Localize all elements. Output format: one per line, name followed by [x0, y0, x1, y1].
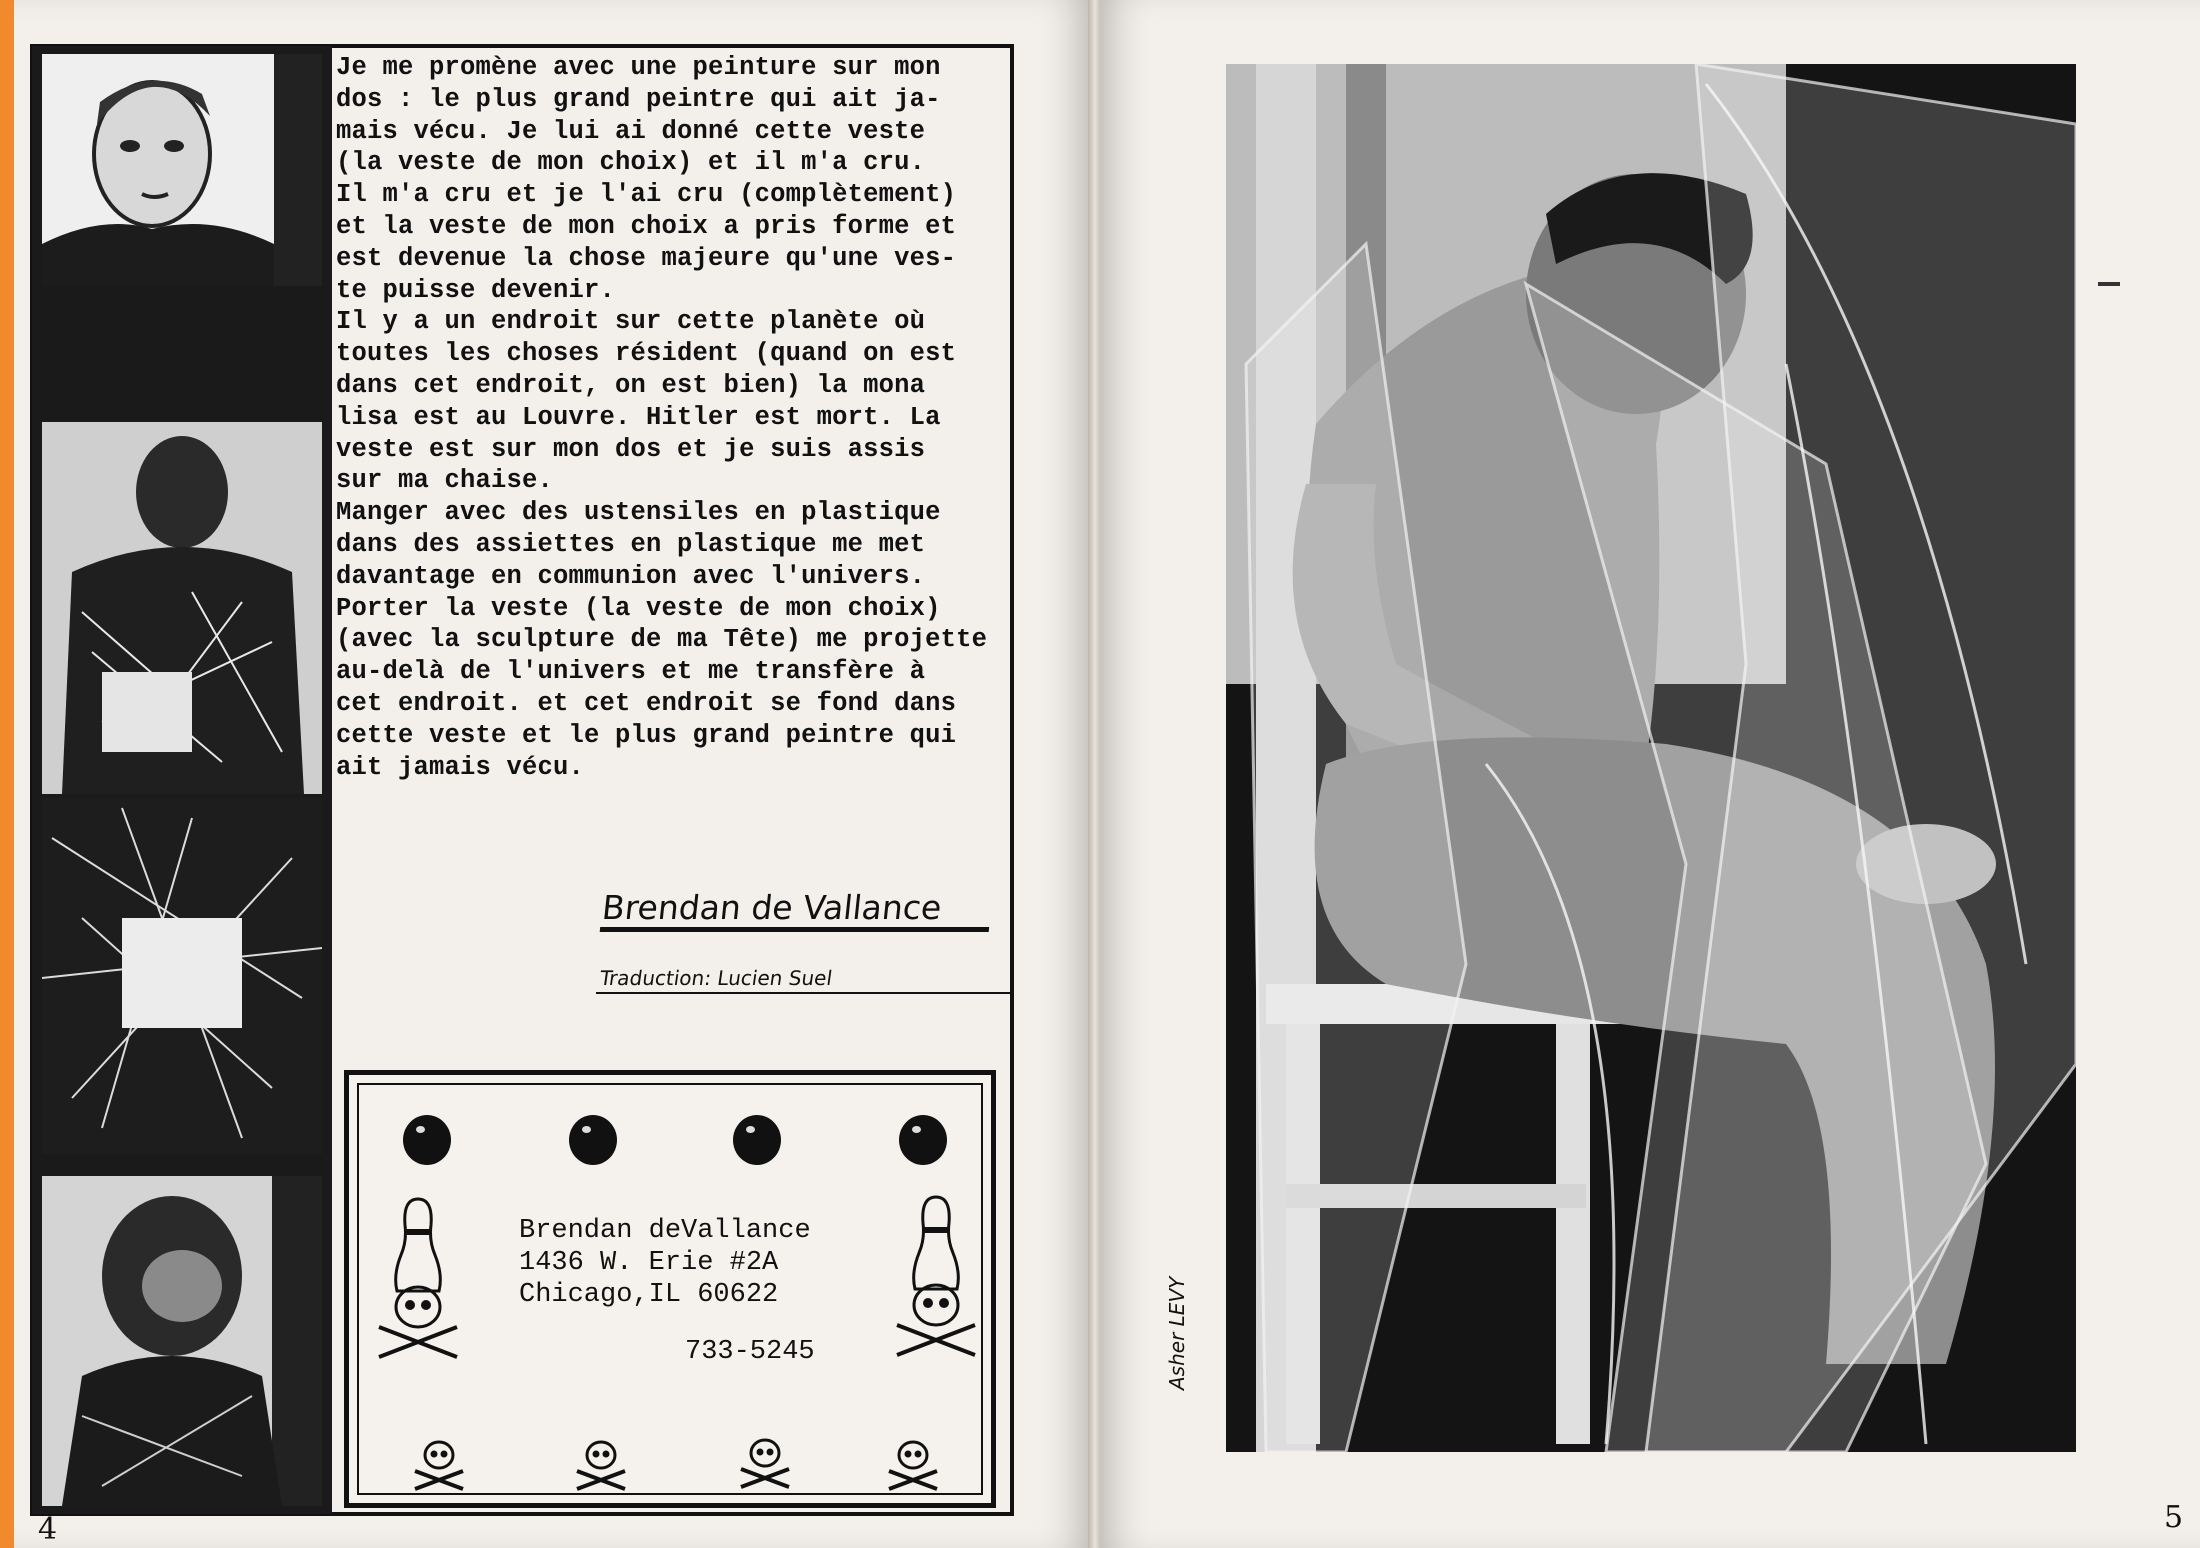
text-line: cette veste et le plus grand peintre qui [336, 720, 957, 750]
text-line: dans des assiettes en plastique me met [336, 529, 926, 559]
translation-credit: Traduction: Lucien Suel [598, 966, 834, 990]
seated-figure-photo [1226, 64, 2076, 1452]
film-frame-portrait [42, 54, 322, 286]
translation-underline [596, 992, 1010, 994]
card-inner-border [357, 1083, 983, 1495]
card-street: 1436 W. Erie #2A [519, 1248, 779, 1278]
text-line: davantage en communion avec l'univers. [336, 561, 926, 591]
card-address [519, 1215, 811, 1311]
text-line: et la veste de mon choix a pris forme et [336, 211, 957, 241]
text-line: lisa est au Louvre. Hitler est mort. La [336, 402, 941, 432]
text-line: Je me promène avec une peinture sur mon [336, 53, 941, 82]
card-city: Chicago,IL 60622 [519, 1280, 779, 1310]
skull-crossbones-icon [571, 1433, 631, 1493]
card-phone: 733-5245 [685, 1337, 815, 1367]
print-mark [2098, 282, 2120, 286]
text-line: veste est sur mon dos et je suis assis [336, 434, 926, 464]
photo-strip [32, 46, 332, 1514]
film-frame-back [42, 422, 322, 794]
photo-credit: Asher LEVY [1165, 1276, 1189, 1390]
skull-bowling-pin-icon [891, 1193, 981, 1363]
text-line: cet endroit. et cet endroit se fond dans [336, 688, 957, 718]
bowling-ball-icon [899, 1115, 947, 1165]
page-number-right: 5 [2164, 1500, 2184, 1535]
author-signature: Brendan de Vallance [600, 888, 994, 932]
text-line: te puisse devenir. [336, 275, 616, 305]
film-frame-sculpture [42, 1176, 322, 1506]
orange-page-edge [0, 0, 14, 1548]
skull-crossbones-icon [409, 1433, 469, 1493]
text-line: (la veste de mon choix) et il m'a cru. [336, 148, 926, 178]
poem-text [336, 52, 1006, 783]
page-number-left: 4 [38, 1512, 58, 1547]
card-name: Brendan deVallance [519, 1216, 811, 1246]
text-line: Il y a un endroit sur cette planète où [336, 307, 926, 337]
film-frame-jacket [42, 798, 322, 1154]
text-line: Manger avec des ustensiles en plastique [336, 498, 941, 528]
text-line: est devenue la chose majeure qu'une ves- [336, 243, 957, 273]
bowling-ball-icon [403, 1115, 451, 1165]
text-line: dos : le plus grand peintre qui ait ja- [336, 84, 941, 114]
text-line: (avec la sculpture de ma Tête) me projette [336, 625, 988, 655]
text-line: Porter la veste (la veste de mon choix) [336, 593, 941, 623]
text-line: Il m'a cru et je l'ai cru (complètement) [336, 180, 957, 210]
bowling-ball-icon [733, 1115, 781, 1165]
text-line: ait jamais vécu. [336, 752, 585, 782]
skull-crossbones-icon [735, 1431, 795, 1491]
business-card [344, 1070, 996, 1508]
text-line: sur ma chaise. [336, 466, 554, 496]
text-line: toutes les choses résident (quand on est [336, 339, 957, 369]
text-line: mais vécu. Je lui ai donné cette veste [336, 116, 926, 146]
skull-crossbones-icon [883, 1433, 943, 1493]
text-line: dans cet endroit, on est bien) la mona [336, 370, 926, 400]
bowling-ball-icon [569, 1115, 617, 1165]
text-line: au-delà de l'univers et me transfère à [336, 657, 926, 687]
skull-bowling-pin-icon [373, 1195, 463, 1365]
